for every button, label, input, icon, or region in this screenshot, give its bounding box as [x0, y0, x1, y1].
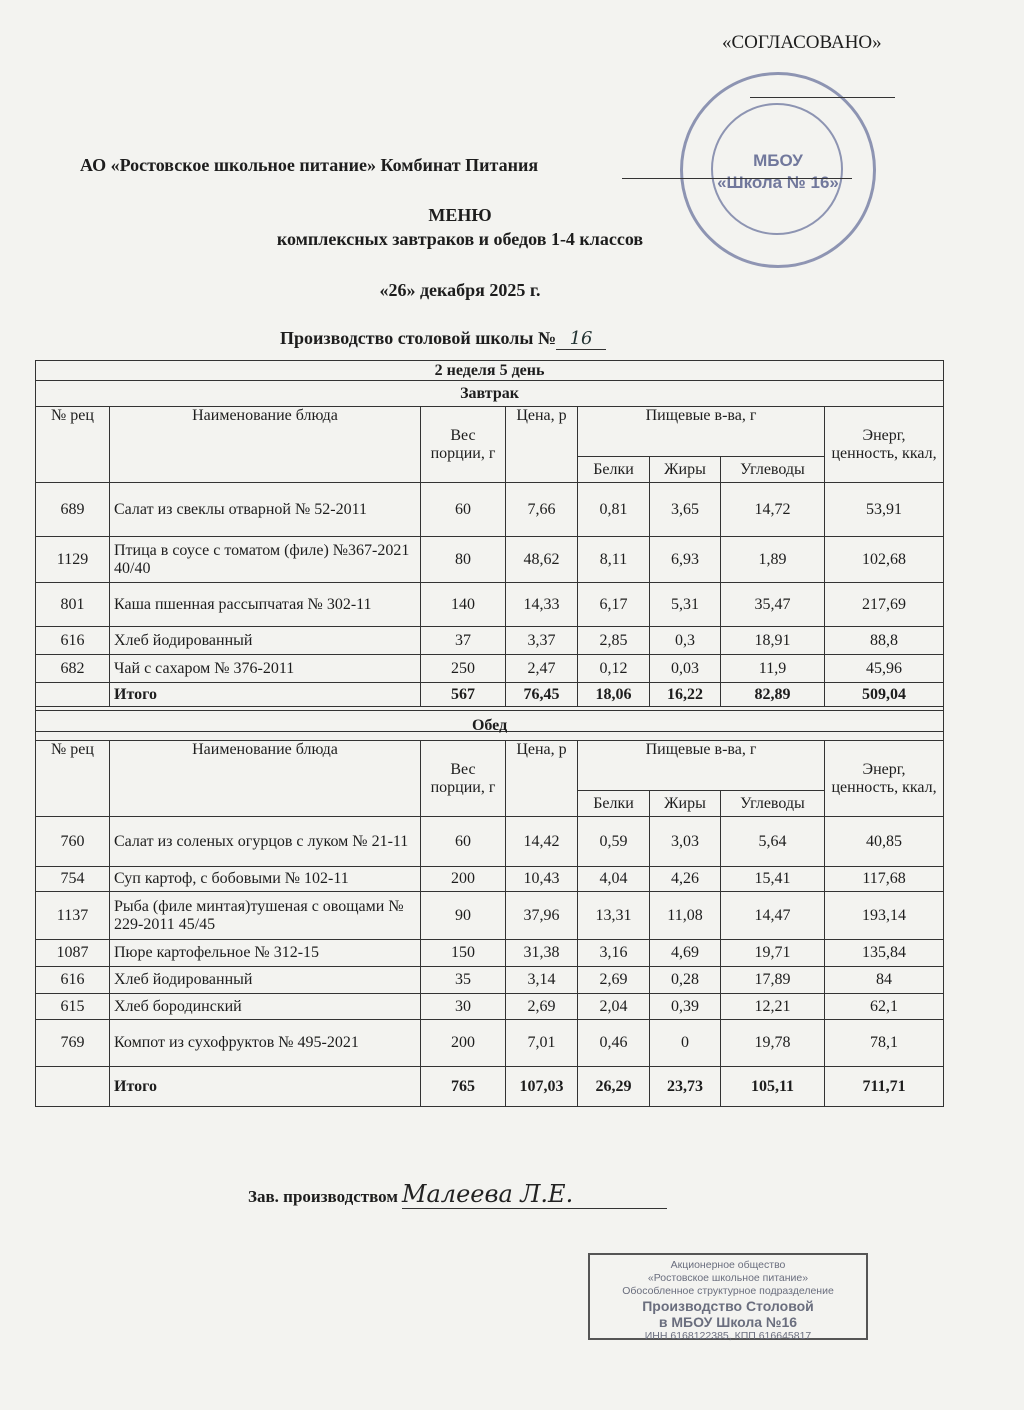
weight: 200 [421, 1020, 506, 1067]
col-num: № рец [36, 407, 110, 483]
protein: 0,81 [578, 483, 650, 537]
dish-name: Салат из свеклы отварной № 52-2011 [110, 483, 421, 537]
production-label: Производство столовой школы № [280, 328, 557, 348]
stamp-line: Производство Столовой [642, 1298, 814, 1314]
total-row [36, 1067, 944, 1107]
col-weight: Вес порции, г [421, 741, 506, 817]
production-line [280, 328, 606, 350]
energy: 45,96 [825, 655, 944, 683]
recipe-num: 689 [36, 483, 110, 537]
recipe-num: 754 [36, 867, 110, 892]
energy: 53,91 [825, 483, 944, 537]
weight: 37 [421, 627, 506, 655]
table-row [36, 940, 944, 967]
total-cell: 23,73 [650, 1067, 721, 1107]
carbs: 14,47 [721, 892, 825, 940]
col-energy: Энерг, ценность, ккал, [825, 741, 944, 817]
col-fat: Жиры [650, 457, 721, 483]
fat: 0,28 [650, 967, 721, 994]
weight: 60 [421, 817, 506, 867]
col-price: Цена, р [506, 741, 578, 817]
stamp-line: Обособленное структурное подразделение [622, 1285, 834, 1297]
col-name: Наименование блюда [110, 407, 421, 483]
table-row [36, 627, 944, 655]
recipe-num: 769 [36, 1020, 110, 1067]
table-row [36, 967, 944, 994]
fat: 0,03 [650, 655, 721, 683]
dish-name: Каша пшенная рассыпчатая № 302-11 [110, 583, 421, 627]
recipe-num: 615 [36, 994, 110, 1020]
stamp-line: Акционерное общество [670, 1259, 786, 1271]
energy: 102,68 [825, 537, 944, 583]
signature-label: Зав. производством [248, 1187, 398, 1206]
recipe-num: 616 [36, 627, 110, 655]
table-row [36, 892, 944, 940]
price: 37,96 [506, 892, 578, 940]
protein: 0,46 [578, 1020, 650, 1067]
section-row [36, 381, 944, 407]
section-row [36, 711, 944, 741]
energy: 78,1 [825, 1020, 944, 1067]
recipe-num: 760 [36, 817, 110, 867]
weight: 35 [421, 967, 506, 994]
energy: 62,1 [825, 994, 944, 1020]
col-name: Наименование блюда [110, 741, 421, 817]
col-nutrients: Пищевые в-ва, г [578, 741, 825, 791]
dish-name: Чай с сахаром № 376-2011 [110, 655, 421, 683]
recipe-num: 616 [36, 967, 110, 994]
carbs: 35,47 [721, 583, 825, 627]
table-row [36, 867, 944, 892]
dish-name: Пюре картофельное № 312-15 [110, 940, 421, 967]
table-row [36, 1020, 944, 1067]
weight: 90 [421, 892, 506, 940]
dish-name: Компот из сухофруктов № 495-2021 [110, 1020, 421, 1067]
total-cell [36, 683, 110, 707]
protein: 6,17 [578, 583, 650, 627]
carbs: 15,41 [721, 867, 825, 892]
price: 7,66 [506, 483, 578, 537]
header-row [36, 741, 944, 791]
protein: 8,11 [578, 537, 650, 583]
fat: 6,93 [650, 537, 721, 583]
stamp-line: ИНН 6168122385, КПП 616645817 [644, 1330, 812, 1342]
total-cell: 82,89 [721, 683, 825, 707]
recipe-num: 1129 [36, 537, 110, 583]
table-row [36, 483, 944, 537]
protein: 2,85 [578, 627, 650, 655]
section-title: Завтрак [36, 381, 944, 407]
col-energy: Энерг, ценность, ккал, [825, 407, 944, 483]
stamp-line: «Ростовское школьное питание» [647, 1272, 809, 1284]
carbs: 11,9 [721, 655, 825, 683]
total-cell: 567 [421, 683, 506, 707]
menu-title [0, 203, 920, 251]
fat: 0 [650, 1020, 721, 1067]
dish-name: Хлеб йодированный [110, 967, 421, 994]
price: 14,33 [506, 583, 578, 627]
weight: 250 [421, 655, 506, 683]
table-row [36, 537, 944, 583]
school-number: 16 [556, 328, 606, 350]
col-nutrients: Пищевые в-ва, г [578, 407, 825, 457]
protein: 0,12 [578, 655, 650, 683]
protein: 4,04 [578, 867, 650, 892]
dish-name: Птица в соусе с томатом (филе) №367-2021 40/40 [110, 537, 421, 583]
price: 31,38 [506, 940, 578, 967]
total-cell: 765 [421, 1067, 506, 1107]
stamp-line: в МБОУ Школа №16 [658, 1314, 798, 1330]
total-cell: 26,29 [578, 1067, 650, 1107]
price: 2,69 [506, 994, 578, 1020]
dish-name: Хлеб бородинский [110, 994, 421, 1020]
col-carbs: Углеводы [721, 791, 825, 817]
organization-stamp [588, 1253, 868, 1340]
price: 7,01 [506, 1020, 578, 1067]
table-row [36, 994, 944, 1020]
total-cell: 711,71 [825, 1067, 944, 1107]
total-cell: 16,22 [650, 683, 721, 707]
fat: 0,39 [650, 994, 721, 1020]
fat: 5,31 [650, 583, 721, 627]
recipe-num: 682 [36, 655, 110, 683]
price: 2,47 [506, 655, 578, 683]
weight: 140 [421, 583, 506, 627]
energy: 117,68 [825, 867, 944, 892]
col-fat: Жиры [650, 791, 721, 817]
weight: 200 [421, 867, 506, 892]
col-weight: Вес порции, г [421, 407, 506, 483]
price: 3,37 [506, 627, 578, 655]
org-underline [622, 178, 852, 179]
menu-date: «26» декабря 2025 г. [379, 280, 541, 300]
table-row [36, 655, 944, 683]
lunch-table [35, 710, 944, 1107]
seal-line: «Школа № 16» [717, 173, 839, 192]
carbs: 17,89 [721, 967, 825, 994]
fat: 4,69 [650, 940, 721, 967]
fat: 3,03 [650, 817, 721, 867]
recipe-num: 1087 [36, 940, 110, 967]
organization-name: АО «Ростовское школьное питание» Комбинат Питания [80, 155, 539, 175]
recipe-num: 1137 [36, 892, 110, 940]
col-protein: Белки [578, 791, 650, 817]
fat: 3,65 [650, 483, 721, 537]
weight: 60 [421, 483, 506, 537]
col-num: № рец [36, 741, 110, 817]
total-row [36, 683, 944, 707]
title: МЕНЮ [428, 205, 492, 225]
day-row [36, 361, 944, 381]
approval-label: «СОГЛАСОВАНО» [722, 32, 882, 53]
seal-line: МБОУ [753, 151, 803, 170]
energy: 193,14 [825, 892, 944, 940]
fat: 11,08 [650, 892, 721, 940]
total-cell: 105,11 [721, 1067, 825, 1107]
total-cell [36, 1067, 110, 1107]
subtitle: комплексных завтраков и обедов 1-4 классов [276, 229, 644, 249]
dish-name: Салат из соленых огурцов с луком № 21-11 [110, 817, 421, 867]
protein: 3,16 [578, 940, 650, 967]
price: 10,43 [506, 867, 578, 892]
col-carbs: Углеводы [721, 457, 825, 483]
approval-signature-line [750, 97, 895, 98]
energy: 40,85 [825, 817, 944, 867]
section-title: Обед [36, 711, 944, 741]
header-row [36, 407, 944, 457]
total-cell: 18,06 [578, 683, 650, 707]
weight: 80 [421, 537, 506, 583]
recipe-num: 801 [36, 583, 110, 627]
price: 3,14 [506, 967, 578, 994]
price: 48,62 [506, 537, 578, 583]
dish-name: Суп картоф, с бобовыми № 102-11 [110, 867, 421, 892]
total-cell: 107,03 [506, 1067, 578, 1107]
weight: 30 [421, 994, 506, 1020]
energy: 84 [825, 967, 944, 994]
protein: 13,31 [578, 892, 650, 940]
price: 14,42 [506, 817, 578, 867]
carbs: 18,91 [721, 627, 825, 655]
handwritten-signature: Малеева Л.Е. [402, 1180, 667, 1209]
signature-row [248, 1180, 667, 1209]
carbs: 5,64 [721, 817, 825, 867]
protein: 2,69 [578, 967, 650, 994]
dish-name: Рыба (филе минтая)тушеная с овощами № 229-2011 45/45 [110, 892, 421, 940]
energy: 217,69 [825, 583, 944, 627]
energy: 88,8 [825, 627, 944, 655]
table-row [36, 817, 944, 867]
col-protein: Белки [578, 457, 650, 483]
weight: 150 [421, 940, 506, 967]
dish-name: Хлеб йодированный [110, 627, 421, 655]
carbs: 1,89 [721, 537, 825, 583]
carbs: 12,21 [721, 994, 825, 1020]
fat: 0,3 [650, 627, 721, 655]
day-title: 2 неделя 5 день [36, 361, 944, 381]
total-cell: 509,04 [825, 683, 944, 707]
protein: 0,59 [578, 817, 650, 867]
total-cell: 76,45 [506, 683, 578, 707]
energy: 135,84 [825, 940, 944, 967]
carbs: 19,78 [721, 1020, 825, 1067]
carbs: 19,71 [721, 940, 825, 967]
total-cell: Итого [110, 1067, 421, 1107]
fat: 4,26 [650, 867, 721, 892]
breakfast-table [35, 360, 944, 732]
col-price: Цена, р [506, 407, 578, 483]
carbs: 14,72 [721, 483, 825, 537]
total-cell: Итого [110, 683, 421, 707]
protein: 2,04 [578, 994, 650, 1020]
table-row [36, 583, 944, 627]
